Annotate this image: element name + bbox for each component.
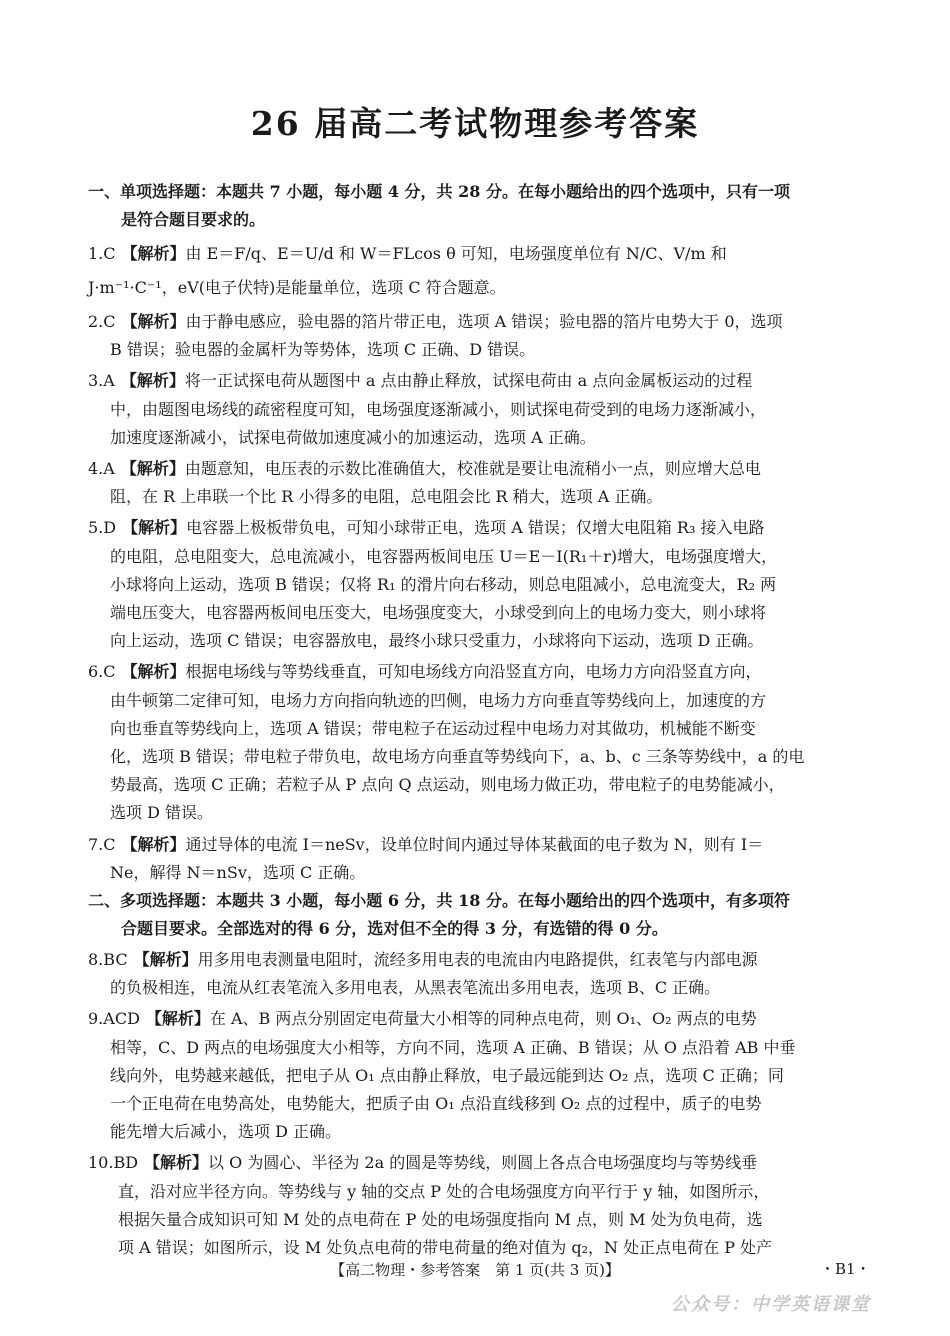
answer-text: 小球将向上运动，选项 B 错误；仅将 R₁ 的滑片向右移动，则总电阻减小，总电流变大，R₂ 两	[110, 574, 777, 594]
answer-text: 能先增大后减小，选项 D 正确。	[110, 1122, 342, 1142]
answer-text: 一个正电荷在电势高处，电势能大，把质子由 O₁ 点沿直线移到 O₂ 点的过程中，质子的电势	[110, 1094, 762, 1114]
answer-number: 10.BD	[88, 1153, 139, 1173]
answer-text: 势最高，选项 C 正确；若粒子从 P 点向 Q 点运动，则电场力做正功，带电粒子的电势能减小，	[110, 775, 785, 795]
analysis-tag: 【解析】	[121, 662, 186, 682]
answer-text: 向上运动，选项 C 错误；电容器放电，最终小球只受重力，小球将向下运动，选项 D 正确。	[110, 631, 764, 651]
answer-text: J·m⁻¹·C⁻¹，eV(电子伏特)是能量单位，选项 C 符合题意。	[88, 278, 506, 297]
analysis-tag: 【解析】	[121, 244, 186, 263]
answer-text: 阻，在 R 上串联一个比 R 小得多的电阻，总电阻会比 R 稍大，选项 A 正确。	[110, 487, 663, 507]
answer-item	[88, 237, 862, 305]
answer-number: 8.BC	[88, 950, 128, 970]
answer-item	[88, 946, 862, 1002]
analysis-tag: 【解析】	[145, 1009, 210, 1029]
answer-item	[88, 367, 862, 452]
answer-text: 电容器上极板带负电，可知小球带正电，选项 A 错误；仅增大电阻箱 R₃ 接入电路	[186, 518, 765, 538]
answer-item	[88, 514, 862, 655]
page-code: ・B1・	[820, 1260, 871, 1278]
analysis-tag: 【解析】	[133, 950, 198, 970]
section-1-line-1: 一、单项选择题：本题共 7 小题，每小题 4 分，共 28 分。在每小题给出的四个选项中，只有一项	[88, 182, 790, 201]
analysis-tag: 【解析】	[144, 1153, 209, 1173]
answer-text: 以 O 为圆心、半径为 2a 的圆是等势线，则圆上各点合电场强度均与等势线垂	[208, 1153, 758, 1173]
answer-text: 的负极相连，电流从红表笔流入多用电表，从黑表笔流出多用电表，选项 B、C 正确。	[110, 978, 721, 998]
answer-item	[88, 1149, 862, 1262]
answer-item	[88, 658, 862, 827]
answer-text: 由于静电感应，验电器的箔片带正电，选项 A 错误；验电器的箔片电势大于 0，选项	[185, 312, 783, 331]
answer-text: 相等，C、D 两点的电场强度大小相等，方向不同，选项 A 正确、B 错误；从 O 点沿着 AB 中垂	[110, 1037, 796, 1057]
answer-text: Ne，解得 N＝nSv，选项 C 正确。	[110, 862, 366, 882]
answer-text: 将一正试探电荷从题图中 a 点由静止释放，试探电荷由 a 点向金属板运动的过程	[184, 371, 753, 391]
answer-number: 9.ACD	[88, 1009, 140, 1029]
answer-number: 3.A	[88, 371, 115, 391]
answer-number: 5.D	[88, 518, 117, 538]
answer-item	[88, 831, 862, 887]
analysis-tag: 【解析】	[120, 371, 185, 391]
watermark: 公众号：中学英语课堂	[671, 1294, 871, 1315]
answer-text: 的电阻，总电阻变大，总电流减小，电容器两板间电压 U＝E－I(R₁＋r)增大，电场强度增大，	[110, 546, 778, 566]
answer-text: 在 A、B 两点分别固定电荷量大小相等的同种点电荷，则 O₁、O₂ 两点的电势	[209, 1009, 757, 1029]
answer-text: 端电压变大，电容器两板间电压变大，电场强度变大，小球受到向上的电场力变大，则小球将	[110, 603, 767, 623]
answer-item	[88, 455, 862, 511]
answer-text: 由 E＝F/q、E＝U/d 和 W＝FLcos θ 可知，电场强度单位有 N/C、V/m 和	[185, 244, 727, 263]
answer-text: 加速度逐渐减小，试探电荷做加速度减小的加速运动，选项 A 正确。	[110, 427, 596, 447]
section-2-line-1: 二、多项选择题：本题共 3 小题，每小题 6 分，共 18 分。在每小题给出的四个选项中，有多项符	[88, 891, 790, 911]
analysis-tag: 【解析】	[122, 518, 187, 538]
answer-number: 6.C	[88, 662, 116, 682]
section-2-line-2: 合题目要求。全部选对的得 6 分，选对但不全的得 3 分，有选错的得 0 分。	[121, 919, 668, 939]
answer-number: 7.C	[88, 834, 116, 854]
answer-text: 中，由题图电场线的疏密程度可知，电场强度逐渐减小，则试探电荷受到的电场力逐渐减小，	[110, 399, 767, 419]
answer-text: 通过导体的电流 I＝neSv，设单位时间内通过导体某截面的电子数为 N，则有 I＝	[185, 834, 764, 854]
answer-text: 用多用电表测量电阻时，流经多用电表的电流由内电路提供，红表笔与内部电源	[197, 950, 758, 970]
answer-text: 项 A 错误；如图所示，设 M 处负点电荷的带电荷量的绝对值为 q₂，N 处正点电荷在 P 处产	[118, 1238, 773, 1258]
analysis-tag: 【解析】	[121, 834, 186, 854]
page-title: 26 届高二考试物理参考答案	[250, 104, 700, 143]
answer-text: 由题意知，电压表的示数比准确值大，校准就是要让电流稍小一点，则应增大总电	[184, 459, 761, 479]
answer-text: 选项 D 错误。	[110, 803, 214, 823]
section-1-line-2: 是符合题目要求的。	[121, 210, 266, 229]
analysis-tag: 【解析】	[120, 459, 185, 479]
answer-text: B 错误；验电器的金属杆为等势体，选项 C 正确、D 错误。	[110, 340, 536, 360]
answer-text: 由牛顿第二定律可知，电场力方向指向轨迹的凹侧，电场力方向垂直等势线向上，加速度的方	[110, 690, 767, 710]
analysis-tag: 【解析】	[121, 312, 186, 331]
answer-text: 根据矢量合成知识可知 M 处的点电荷在 P 处的电场强度指向 M 点，则 M 处为负电荷，选	[118, 1209, 763, 1229]
answer-text: 向也垂直等势线向上，选项 A 错误；带电粒子在运动过程中电场力对其做功，机械能不断变	[110, 718, 756, 738]
page-footer: 【高二物理・参考答案 第 1 页(共 3 页)】	[330, 1261, 620, 1279]
answer-text: 线向外，电势越来越低，把电子从 O₁ 点由静止释放，电子最远能到达 O₂ 点，选项 C 正确；同	[110, 1065, 784, 1085]
answer-content	[88, 178, 862, 1262]
answer-item	[88, 308, 862, 364]
answer-number: 4.A	[88, 459, 115, 479]
section-2-header	[88, 887, 862, 943]
answer-text: 化，选项 B 错误；带电粒子带负电，故电场方向垂直等势线向下，a、b、c 三条等势线中，a 的电	[110, 747, 805, 767]
answer-text: 根据电场线与等势线垂直，可知电场线方向沿竖直方向，电场力方向沿竖直方向，	[185, 662, 762, 682]
answer-number: 1.C	[88, 244, 116, 263]
section-1-header	[88, 178, 862, 234]
answer-text: 直，沿对应半径方向。等势线与 y 轴的交点 P 处的合电场强度方向平行于 y 轴，如图所示，	[118, 1181, 770, 1201]
answer-number: 2.C	[88, 312, 116, 331]
answer-item	[88, 1005, 862, 1146]
